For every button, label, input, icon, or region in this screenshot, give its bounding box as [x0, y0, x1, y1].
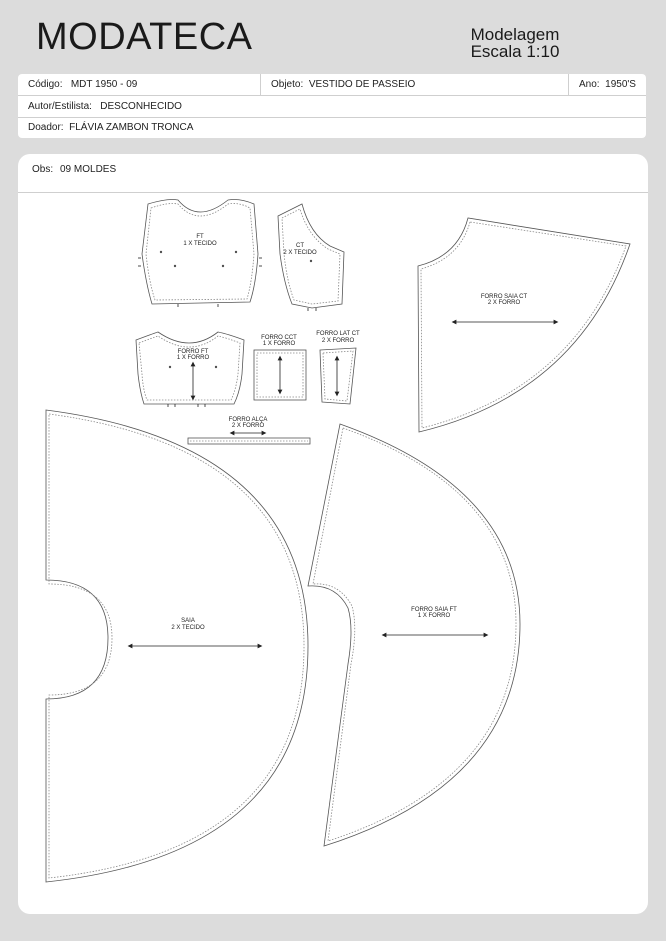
- codigo-label: Código:: [28, 79, 63, 90]
- piece-ft: [138, 200, 262, 308]
- ano-value: 1950'S: [605, 79, 636, 90]
- label-forro-cct-name: FORRO CCT: [261, 335, 297, 341]
- piece-forro-saia-ft: [308, 424, 520, 846]
- info-row-1: [18, 74, 646, 96]
- obs-label: Obs:: [32, 164, 54, 175]
- piece-saia: [46, 410, 308, 882]
- doador-cell: [18, 117, 646, 138]
- label-forro-saia-ct-name: FORRO SAIA CT: [480, 294, 528, 300]
- label-forro-lat-ct-qty: 2 X FORRO: [321, 338, 355, 344]
- label-forro-saia-ft-qty: 1 X FORRO: [417, 613, 451, 619]
- piece-forro-saia-ct: [418, 218, 630, 432]
- obs-value: 09 MOLDES: [60, 164, 117, 175]
- label-ft-name: FT: [196, 234, 204, 240]
- piece-forro-cct: [254, 350, 306, 400]
- scale-line-2: Escala 1:10: [470, 42, 560, 61]
- label-ct-qty: 2 X TECIDO: [283, 250, 317, 256]
- label-forro-alca-qty: 2 X FORRO: [231, 423, 265, 429]
- objeto-value: VESTIDO DE PASSEIO: [308, 79, 416, 90]
- info-table: [18, 74, 646, 138]
- label-ft-qty: 1 X TECIDO: [183, 241, 217, 247]
- piece-forro-lat-ct: [320, 348, 356, 404]
- label-saia-name: SAIA: [181, 618, 195, 624]
- piece-ct: [278, 204, 344, 311]
- label-forro-lat-ct-name: FORRO LAT CT: [316, 331, 360, 337]
- piece-forro-alca: [188, 433, 310, 444]
- codigo-cell: [18, 74, 260, 95]
- label-forro-saia-ft-name: FORRO SAIA FT: [411, 607, 457, 613]
- pattern-drawing: [18, 154, 648, 914]
- doador-value: FLÁVIA ZAMBON TRONCA: [69, 122, 194, 133]
- label-forro-saia-ct-qty: 2 X FORRO: [487, 300, 521, 306]
- brand-logo: MODATECA: [36, 16, 253, 58]
- label-saia-qty: 2 X TECIDO: [171, 625, 205, 631]
- codigo-value: MDT 1950 - 09: [70, 79, 138, 90]
- label-forro-ft-qty: 1 X FORRO: [176, 355, 210, 361]
- label-forro-cct-qty: 1 X FORRO: [262, 341, 296, 347]
- scale-line-1: Modelagem: [470, 25, 560, 44]
- autor-value: DESCONHECIDO: [100, 101, 182, 112]
- ano-label: Ano:: [579, 79, 600, 90]
- label-forro-alca-name: FORRO ALÇA: [228, 417, 268, 423]
- objeto-label: Objeto:: [271, 79, 304, 90]
- label-ct-name: CT: [296, 243, 304, 249]
- piece-forro-ft: [136, 332, 244, 407]
- info-row-2: [18, 96, 646, 118]
- label-forro-ft-name: FORRO FT: [177, 349, 209, 355]
- autor-cell: [18, 96, 646, 117]
- info-row-3: [18, 117, 646, 138]
- autor-label: Autor/Estilista:: [28, 101, 92, 112]
- pattern-sheet: [18, 154, 648, 914]
- scale-title: [440, 26, 590, 60]
- objeto-cell: [260, 74, 568, 95]
- doador-label: Doador:: [28, 122, 64, 133]
- ano-cell: [568, 74, 646, 95]
